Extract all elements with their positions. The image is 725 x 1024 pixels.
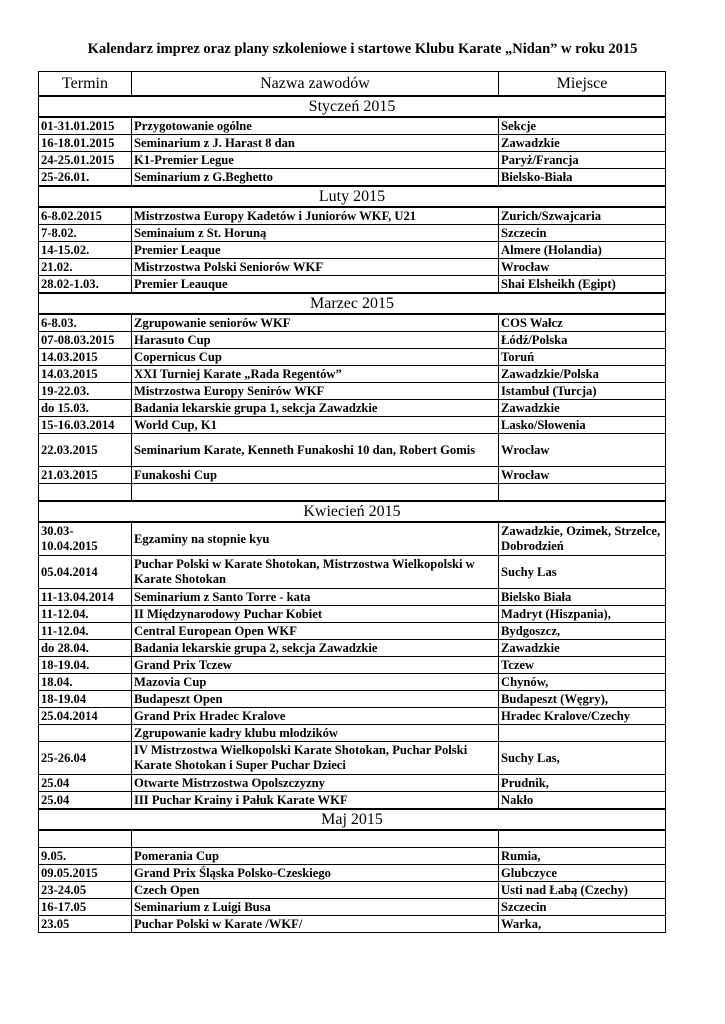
event-name-cell: Badania lekarskie grupa 2, sekcja Zawadzkie: [132, 640, 499, 657]
event-name-cell: Seminarium z J. Harast 8 dan: [132, 135, 499, 152]
table-row: [39, 314, 666, 332]
place-cell: [499, 484, 666, 502]
place-cell: Zawadzkie, Ozimek, Strzelce, Dobrodzień: [499, 522, 666, 556]
place-cell: Istambuł (Turcja): [499, 383, 666, 400]
event-name-cell: Zgrupowanie kadry klubu młodzików: [132, 725, 499, 742]
table-row: [39, 742, 666, 775]
table-row: [39, 276, 666, 294]
event-name-cell: XXI Turniej Karate „Rada Regentów”: [132, 366, 499, 383]
place-cell: Wrocław: [499, 259, 666, 276]
table-row: [39, 899, 666, 916]
place-cell: Suchy Las: [499, 556, 666, 589]
event-name-cell: Seminaium z St. Horuną: [132, 225, 499, 242]
table-row: [39, 242, 666, 259]
place-cell: Nakło: [499, 792, 666, 810]
calendar-table: [38, 71, 666, 933]
event-name-cell: K1-Premier Legue: [132, 152, 499, 169]
table-row: [39, 691, 666, 708]
event-name-cell: Zgrupowanie seniorów WKF: [132, 314, 499, 332]
place-cell: Bielsko-Biała: [499, 169, 666, 187]
table-row: [39, 169, 666, 187]
table-row: [39, 207, 666, 225]
event-name-cell: II Międzynarodowy Puchar Kobiet: [132, 606, 499, 623]
date-cell: 14.03.2015: [39, 366, 132, 383]
date-cell: 30.03-10.04.2015: [39, 522, 132, 556]
event-name-cell: [132, 484, 499, 502]
place-cell: Almere (Holandia): [499, 242, 666, 259]
place-cell: Wrocław: [499, 467, 666, 484]
date-cell: 23.05: [39, 916, 132, 933]
event-name-cell: Egzaminy na stopnie kyu: [132, 522, 499, 556]
place-cell: Szczecin: [499, 225, 666, 242]
table-row: [39, 725, 666, 742]
date-cell: 18.04.: [39, 674, 132, 691]
date-cell: 07-08.03.2015: [39, 332, 132, 349]
date-cell: 25-26.01.: [39, 169, 132, 187]
event-name-cell: Mistrzostwa Europy Senirów WKF: [132, 383, 499, 400]
event-name-cell: Funakoshi Cup: [132, 467, 499, 484]
place-cell: Usti nad Łabą (Czechy): [499, 882, 666, 899]
place-cell: Zawadzkie: [499, 400, 666, 417]
place-cell: Wrocław: [499, 434, 666, 467]
month-label: Styczeń 2015: [39, 96, 666, 117]
month-label: Luty 2015: [39, 186, 666, 207]
date-cell: 15-16.03.2014: [39, 417, 132, 434]
place-cell: Szczecin: [499, 899, 666, 916]
date-cell: 21.02.: [39, 259, 132, 276]
event-name-cell: Mazovia Cup: [132, 674, 499, 691]
header-miejsce: Miejsce: [499, 72, 666, 97]
table-row: [39, 865, 666, 882]
event-name-cell: Grand Prix Hradec Kralove: [132, 708, 499, 725]
place-cell: COS Wałcz: [499, 314, 666, 332]
place-cell: Lasko/Słowenia: [499, 417, 666, 434]
event-name-cell: Harasuto Cup: [132, 332, 499, 349]
place-cell: Zurich/Szwajcaria: [499, 207, 666, 225]
date-cell: 11-12.04.: [39, 623, 132, 640]
table-row: [39, 657, 666, 674]
event-name-cell: World Cup, K1: [132, 417, 499, 434]
date-cell: 18-19.04.: [39, 657, 132, 674]
event-name-cell: Premier Leaque: [132, 242, 499, 259]
table-row: [39, 383, 666, 400]
month-label: Maj 2015: [39, 809, 666, 830]
month-header-row: [39, 186, 666, 207]
table-row: [39, 916, 666, 933]
header-nazwa-zawodow: Nazwa zawodów: [132, 72, 499, 97]
table-row: [39, 366, 666, 383]
month-label: Marzec 2015: [39, 293, 666, 314]
table-row: [39, 332, 666, 349]
event-name-cell: Copernicus Cup: [132, 349, 499, 366]
date-cell: 7-8.02.: [39, 225, 132, 242]
date-cell: 19-22.03.: [39, 383, 132, 400]
date-cell: 6-8.03.: [39, 314, 132, 332]
month-header-row: [39, 501, 666, 522]
date-cell: [39, 725, 132, 742]
date-cell: 16-17.05: [39, 899, 132, 916]
place-cell: Warka,: [499, 916, 666, 933]
empty-row: [39, 830, 666, 848]
table-row: [39, 589, 666, 606]
place-cell: Suchy Las,: [499, 742, 666, 775]
event-name-cell: Premier Leauque: [132, 276, 499, 294]
table-row: [39, 259, 666, 276]
event-name-cell: Puchar Polski w Karate Shotokan, Mistrzostwa Wielkopolski w Karate Shotokan: [132, 556, 499, 589]
date-cell: 25.04.2014: [39, 708, 132, 725]
event-name-cell: Seminarium z G.Beghetto: [132, 169, 499, 187]
place-cell: Zawadzkie: [499, 135, 666, 152]
event-name-cell: [132, 830, 499, 848]
event-name-cell: IV Mistrzostwa Wielkopolski Karate Shotokan, Puchar Polski Karate Shotokan i Super Puchar Dzieci: [132, 742, 499, 775]
place-cell: Tczew: [499, 657, 666, 674]
place-cell: Budapeszt (Węgry),: [499, 691, 666, 708]
place-cell: Toruń: [499, 349, 666, 366]
event-name-cell: Mistrzostwa Polski Seniorów WKF: [132, 259, 499, 276]
date-cell: [39, 484, 132, 502]
empty-row: [39, 484, 666, 502]
date-cell: 25.04: [39, 775, 132, 792]
event-name-cell: III Puchar Krainy i Pałuk Karate WKF: [132, 792, 499, 810]
table-row: [39, 417, 666, 434]
event-name-cell: Pomerania Cup: [132, 848, 499, 865]
table-row: [39, 623, 666, 640]
table-row: [39, 349, 666, 366]
date-cell: 11-12.04.: [39, 606, 132, 623]
month-label: Kwiecień 2015: [39, 501, 666, 522]
table-row: [39, 556, 666, 589]
table-row: [39, 640, 666, 657]
place-cell: Shai Elsheikh (Egipt): [499, 276, 666, 294]
event-name-cell: Puchar Polski w Karate /WKF/: [132, 916, 499, 933]
table-row: [39, 135, 666, 152]
date-cell: 16-18.01.2015: [39, 135, 132, 152]
table-row: [39, 522, 666, 556]
place-cell: Glubczyce: [499, 865, 666, 882]
table-row: [39, 225, 666, 242]
place-cell: Paryż/Francja: [499, 152, 666, 169]
event-name-cell: Seminarium z Santo Torre - kata: [132, 589, 499, 606]
page-title: Kalendarz imprez oraz plany szkoleniowe i startowe Klubu Karate „Nidan” w roku 2015: [87, 41, 638, 57]
table-row: [39, 882, 666, 899]
date-cell: 09.05.2015: [39, 865, 132, 882]
place-cell: Bielsko Biała: [499, 589, 666, 606]
table-row: [39, 848, 666, 865]
table-row: [39, 152, 666, 169]
place-cell: [499, 725, 666, 742]
date-cell: 14.03.2015: [39, 349, 132, 366]
table-row: [39, 775, 666, 792]
date-cell: 21.03.2015: [39, 467, 132, 484]
place-cell: Prudnik,: [499, 775, 666, 792]
date-cell: 23-24.05: [39, 882, 132, 899]
table-row: [39, 708, 666, 725]
event-name-cell: Otwarte Mistrzostwa Opolszczyzny: [132, 775, 499, 792]
place-cell: Bydgoszcz,: [499, 623, 666, 640]
table-row: [39, 434, 666, 467]
event-name-cell: Mistrzostwa Europy Kadetów i Juniorów WKF, U21: [132, 207, 499, 225]
date-cell: [39, 830, 132, 848]
table-header-row: [39, 72, 666, 97]
event-name-cell: Przygotowanie ogólne: [132, 117, 499, 135]
event-name-cell: Seminarium z Luigi Busa: [132, 899, 499, 916]
date-cell: 25-26.04: [39, 742, 132, 775]
date-cell: 25.04: [39, 792, 132, 810]
date-cell: 11-13.04.2014: [39, 589, 132, 606]
place-cell: Zawadzkie: [499, 640, 666, 657]
event-name-cell: Grand Prix Śląska Polsko-Czeskiego: [132, 865, 499, 882]
place-cell: Rumia,: [499, 848, 666, 865]
place-cell: [499, 830, 666, 848]
event-name-cell: Seminarium Karate, Kenneth Funakoshi 10 dan, Robert Gomis: [132, 434, 499, 467]
date-cell: 14-15.02.: [39, 242, 132, 259]
date-cell: do 15.03.: [39, 400, 132, 417]
place-cell: Hradec Kralove/Czechy: [499, 708, 666, 725]
table-row: [39, 606, 666, 623]
table-row: [39, 792, 666, 810]
month-header-row: [39, 96, 666, 117]
table-row: [39, 674, 666, 691]
date-cell: do 28.04.: [39, 640, 132, 657]
place-cell: Chynów,: [499, 674, 666, 691]
place-cell: Madryt (Hiszpania),: [499, 606, 666, 623]
table-row: [39, 400, 666, 417]
event-name-cell: Badania lekarskie grupa 1, sekcja Zawadzkie: [132, 400, 499, 417]
date-cell: 24-25.01.2015: [39, 152, 132, 169]
date-cell: 01-31.01.2015: [39, 117, 132, 135]
event-name-cell: Central European Open WKF: [132, 623, 499, 640]
event-name-cell: Czech Open: [132, 882, 499, 899]
place-cell: Sekcje: [499, 117, 666, 135]
table-row: [39, 117, 666, 135]
month-header-row: [39, 293, 666, 314]
month-header-row: [39, 809, 666, 830]
date-cell: 18-19.04: [39, 691, 132, 708]
date-cell: 9.05.: [39, 848, 132, 865]
event-name-cell: Grand Prix Tczew: [132, 657, 499, 674]
header-termin: Termin: [39, 72, 132, 97]
place-cell: Zawadzkie/Polska: [499, 366, 666, 383]
place-cell: Łódź/Polska: [499, 332, 666, 349]
date-cell: 28.02-1.03.: [39, 276, 132, 294]
date-cell: 6-8.02.2015: [39, 207, 132, 225]
date-cell: 05.04.2014: [39, 556, 132, 589]
table-row: [39, 467, 666, 484]
event-name-cell: Budapeszt Open: [132, 691, 499, 708]
date-cell: 22.03.2015: [39, 434, 132, 467]
